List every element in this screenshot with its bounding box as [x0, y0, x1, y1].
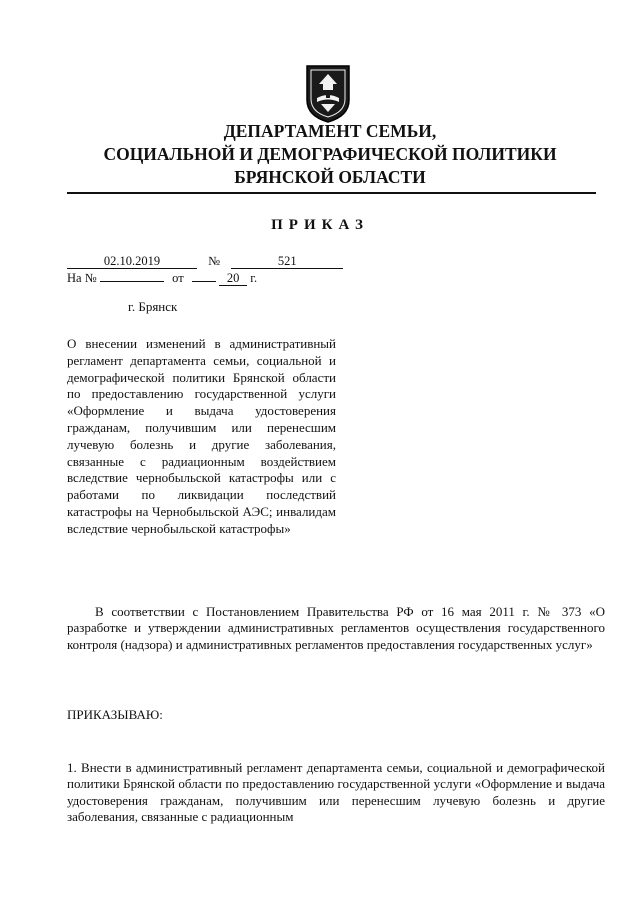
- order-date-line: [67, 254, 343, 269]
- reference-number-blank: [100, 268, 164, 282]
- reference-date-blank: [192, 268, 216, 282]
- from-label: от: [172, 271, 184, 285]
- header-rule: [67, 192, 596, 194]
- year-prefix: 20: [219, 272, 247, 286]
- order-subject: О внесении изменений в административный регламент департамента семьи, социальной и демографической политики Брянской области по предоставлению государственной услуги «Оформление и выдача удостоверения гражданам, получившим или перенесшим лучевую болезнь и другие заболевания, связанные с радиационным воздействием вследствие чернобыльской катастрофы или с работами по ликвидации последствий катастрофы на Чернобыльской АЭС; инвалидам вследствие чернобыльской катастрофы»: [67, 336, 336, 536]
- reference-label: На №: [67, 271, 97, 285]
- department-name-line-2: СОЦИАЛЬНОЙ И ДЕМОГРАФИЧЕСКОЙ ПОЛИТИКИ: [103, 144, 557, 164]
- department-name-line-1: ДЕПАРТАМЕНТ СЕМЬИ,: [223, 121, 437, 141]
- department-name-line-3: БРЯНСКОЙ ОБЛАСТИ: [234, 167, 426, 187]
- year-suffix: г.: [250, 271, 258, 285]
- item-1-paragraph: 1. Внести в административный регламент департамента семьи, социальной и демографической политики Брянской области по предоставлению государственной услуги «Оформление и выдача удостоверения гражданам, получившим или перенесшим лучевую болезнь и другие заболевания, связанные с радиационным: [67, 760, 605, 824]
- number-label: №: [208, 254, 221, 268]
- order-number: 521: [231, 255, 343, 269]
- order-date: 02.10.2019: [67, 255, 197, 269]
- reference-line: [67, 268, 257, 286]
- coat-of-arms-icon: [303, 62, 353, 124]
- preamble-paragraph: В соответствии с Постановлением Правительства РФ от 16 мая 2011 г. № 373 «О разработке и утверждении административных регламентов осуществления государственного контроля (надзора) и административных регламентов предоставления государственных услуг»: [67, 604, 605, 652]
- decree-heading: ПРИКАЗЫВАЮ:: [67, 707, 163, 722]
- order-title: ПРИКАЗ: [271, 217, 369, 233]
- city: г. Брянск: [128, 299, 178, 314]
